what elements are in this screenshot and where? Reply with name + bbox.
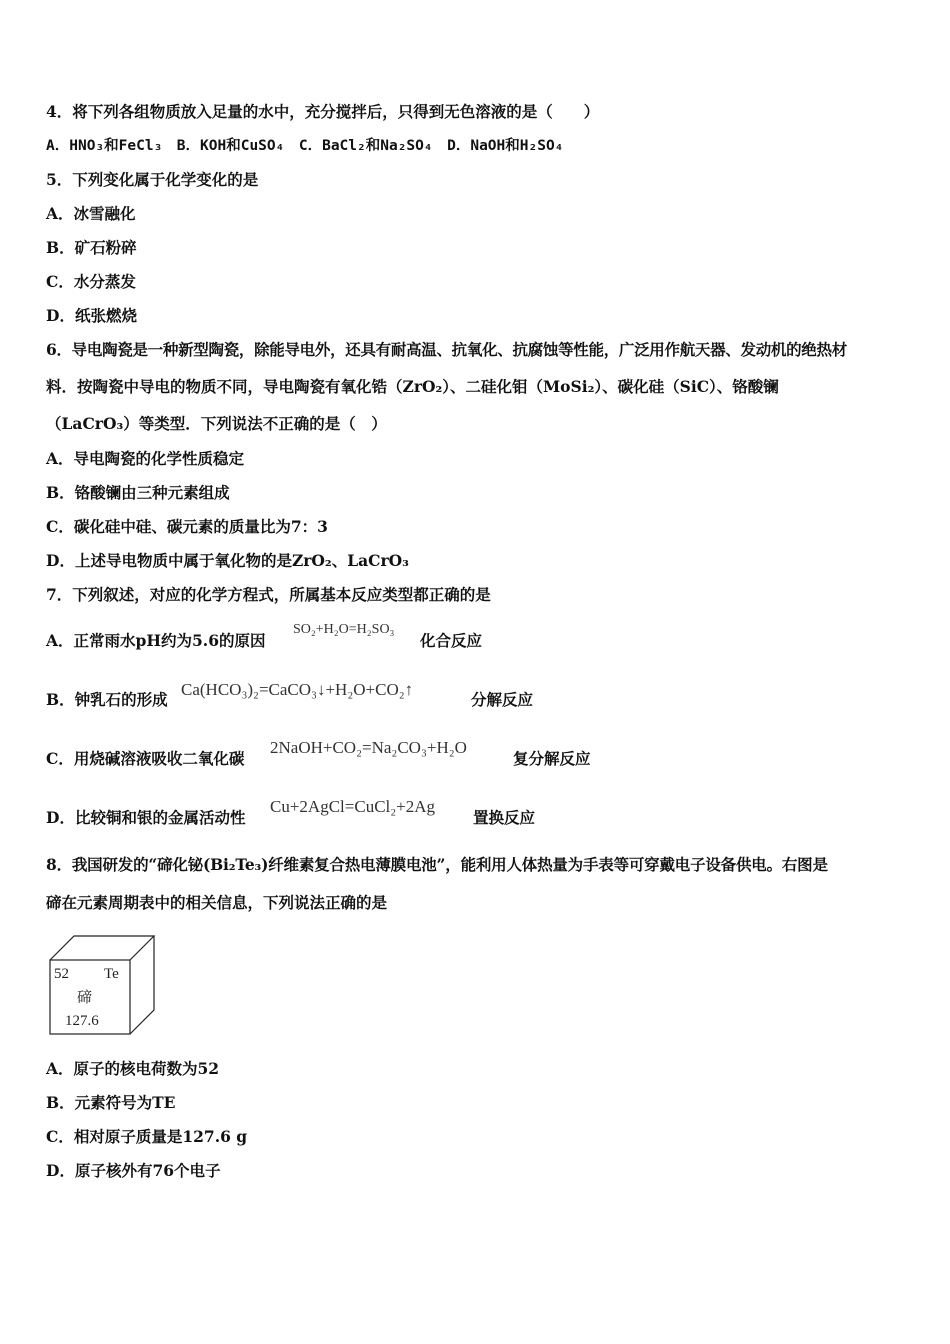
q7-option-d-text: D．比较铜和银的金属活动性 (46, 808, 246, 827)
q5-option-c: C．水分蒸发 (46, 272, 136, 291)
q6-option-c: C．碳化硅中硅、碳元素的质量比为7：3 (46, 517, 328, 536)
element-symbol: Te (104, 966, 119, 982)
q7-option-b-type: 分解反应 (471, 690, 534, 709)
tellurium-element-cube (46, 934, 158, 1038)
q7-option-c-text: C．用烧碱溶液吸收二氧化碳 (46, 749, 245, 768)
q4-options: A．HNO₃和FeCl₃ B．KOH和CuSO₄ C．BaCl₂和Na₂SO₄ D．NaOH和H₂SO₄ (46, 138, 564, 154)
q6-stem-line1: 6．导电陶瓷是一种新型陶瓷，除能导电外，还具有耐高温、抗氧化、抗腐蚀等性能，广泛用作航天器、发动机的绝热材 (46, 340, 847, 359)
q4-stem: 4．将下列各组物质放入足量的水中，充分搅拌后，只得到无色溶液的是（ ） (46, 102, 600, 121)
q6-option-a: A．导电陶瓷的化学性质稳定 (46, 449, 245, 468)
q7-option-c-equation: 2NaOH+CO₂=Na₂CO₃+H₂O (270, 738, 467, 757)
q8-stem-line1: 8．我国研发的“碲化铋(Bi₂Te₃)纤维素复合热电薄膜电池”，能利用人体热量为手表等可穿戴电子设备供电。右图是 (46, 855, 828, 874)
q8-option-d: D．原子核外有76个电子 (46, 1161, 221, 1180)
q5-option-d: D．纸张燃烧 (46, 306, 137, 325)
q5-option-a: A．冰雪融化 (46, 204, 136, 223)
q8-option-c: C．相对原子质量是127.6 g (46, 1127, 248, 1146)
element-atomic-number: 52 (54, 966, 69, 982)
q8-stem-line2: 碲在元素周期表中的相关信息，下列说法正确的是 (46, 893, 388, 912)
q7-option-a-text: A．正常雨水pH约为5.6的原因 (46, 631, 266, 650)
q7-option-a-equation: SO₂+H₂O=H₂SO₃ (293, 622, 395, 637)
q7-option-b-equation: Ca(HCO₃)₂=CaCO₃↓+H₂O+CO₂↑ (181, 680, 414, 699)
q6-stem-line3: （LaCrO₃）等类型．下列说法不正确的是（ ） (46, 414, 387, 433)
q7-option-a-type: 化合反应 (420, 631, 483, 650)
q7-option-c-type: 复分解反应 (513, 749, 591, 768)
element-atomic-mass: 127.6 (65, 1013, 99, 1029)
q7-option-d-equation: Cu+2AgCl=CuCl₂+2Ag (270, 797, 436, 816)
q7-option-d-type: 置换反应 (473, 808, 536, 827)
q7-option-b-text: B．钟乳石的形成 (46, 690, 168, 709)
q6-option-d: D．上述导电物质中属于氧化物的是ZrO₂、LaCrO₃ (46, 551, 409, 570)
q8-option-a: A．原子的核电荷数为52 (46, 1059, 220, 1078)
q8-option-b: B．元素符号为TE (46, 1093, 176, 1112)
q6-stem-line2: 料．按陶瓷中导电的物质不同，导电陶瓷有氧化锆（ZrO₂）、二硅化钼（MoSi₂）、碳化硅（SiC）、铬酸镧 (46, 377, 779, 396)
q6-option-b: B．铬酸镧由三种元素组成 (46, 483, 230, 502)
q5-option-b: B．矿石粉碎 (46, 238, 137, 257)
q5-stem: 5．下列变化属于化学变化的是 (46, 170, 259, 189)
element-name: 碲 (77, 988, 93, 1006)
q7-stem: 7．下列叙述，对应的化学方程式，所属基本反应类型都正确的是 (46, 585, 491, 604)
